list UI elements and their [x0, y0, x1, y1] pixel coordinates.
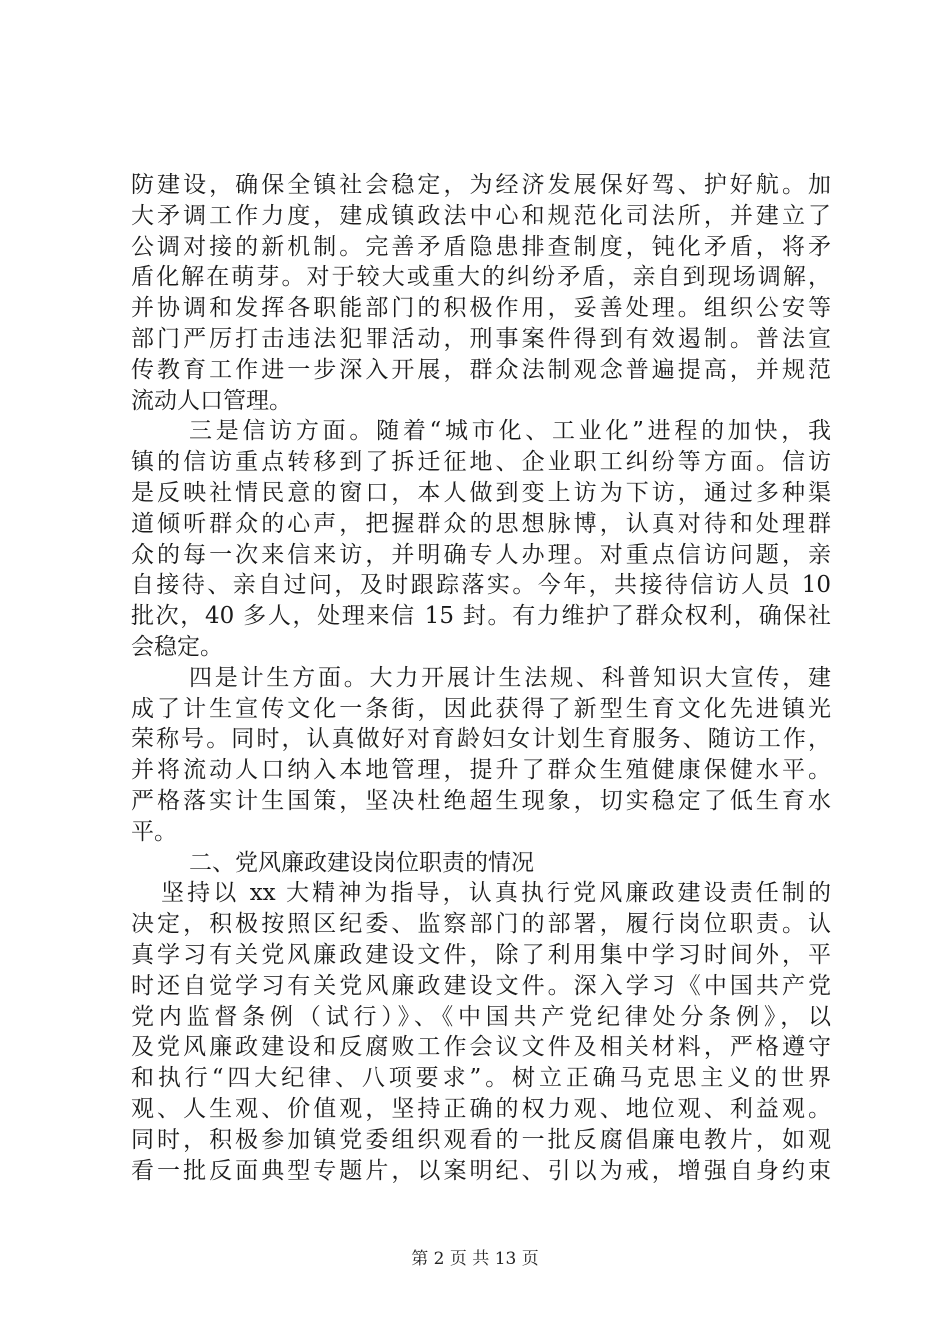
paragraph-start-line: 坚持以 xx 大精神为指导，认真执行党风廉政建设责任制的 — [161, 880, 831, 907]
text-line: 党内监督条例（试行）》、《中国共产党纪律处分条例》，以 — [131, 1003, 831, 1030]
text-line: 时还自觉学习有关党风廉政建设文件。深入学习《中国共产党 — [131, 972, 831, 999]
text-line: 并将流动人口纳入本地管理，提升了群众生殖健康保健水平。 — [131, 757, 831, 784]
text-line: 平。 — [131, 818, 177, 845]
text-line: 镇的信访重点转移到了拆迁征地、企业职工纠纷等方面。信访 — [131, 449, 831, 476]
text-line: 大矛调工作力度，建成镇政法中心和规范化司法所，并建立了 — [131, 202, 831, 229]
text-line: 观、人生观、价值观，坚持正确的权力观、地位观、利益观。 — [131, 1095, 831, 1122]
page-number-footer: 第 2 页 共 13 页 — [411, 1249, 539, 1269]
document-body — [131, 170, 831, 1186]
text-line: 荣称号。同时，认真做好对育龄妇女计划生育服务、随访工作， — [131, 726, 831, 753]
text-line: 防建设，确保全镇社会稳定，为经济发展保好驾、护好航。加 — [131, 172, 831, 198]
text-line: 和执行“四大纪律、八项要求”。树立正确马克思主义的世界 — [131, 1065, 831, 1092]
text-line: 是反映社情民意的窗口，本人做到变上访为下访，通过多种渠 — [131, 479, 831, 506]
text-line: 众的每一次来信来访，并明确专人办理。对重点信访问题，亲 — [131, 541, 831, 568]
text-line: 并协调和发挥各职能部门的积极作用，妥善处理。组织公安等 — [131, 295, 831, 322]
text-line: 盾化解在萌芽。对于较大或重大的纠纷矛盾，亲自到现场调解， — [131, 264, 831, 291]
text-line: 部门严厉打击违法犯罪活动，刑事案件得到有效遏制。普法宣 — [131, 325, 831, 352]
text-line: 看一批反面典型专题片，以案明纪、引以为戒，增强自身约束 — [131, 1157, 831, 1184]
text-line: 流动人口管理。 — [131, 387, 292, 414]
text-line: 批次，40 多人，处理来信 15 封。有力维护了群众权利，确保社 — [131, 603, 831, 630]
paragraph-start-line: 四是计生方面。大力开展计生法规、科普知识大宣传，建 — [189, 664, 831, 691]
text-line: 成了计生宣传文化一条街，因此获得了新型生育文化先进镇光 — [131, 695, 831, 722]
paragraph-start-line: 三是信访方面。随着“城市化、工业化”进程的加快，我 — [189, 418, 831, 445]
text-line: 真学习有关党风廉政建设文件，除了利用集中学习时间外，平 — [131, 941, 831, 968]
text-line: 严格落实计生国策，坚决杜绝超生现象，切实稳定了低生育水 — [131, 787, 831, 814]
text-line: 同时，积极参加镇党委组织观看的一批反腐倡廉电教片，如观 — [131, 1126, 831, 1153]
text-line: 及党风廉政建设和反腐败工作会议文件及相关材料，严格遵守 — [131, 1034, 831, 1061]
text-line: 传教育工作进一步深入开展，群众法制观念普遍提高，并规范 — [131, 356, 831, 383]
text-line: 自接待、亲自过问，及时跟踪落实。今年，共接待信访人员 10 — [131, 572, 831, 599]
section-heading: 二、党风廉政建设岗位职责的情况 — [189, 849, 534, 876]
text-line: 决定，积极按照区纪委、监察部门的部署，履行岗位职责。认 — [131, 911, 831, 938]
text-line: 公调对接的新机制。完善矛盾隐患排查制度，钝化矛盾，将矛 — [131, 233, 831, 260]
text-line: 会稳定。 — [131, 633, 223, 660]
text-line: 道倾听群众的心声，把握群众的思想脉博，认真对待和处理群 — [131, 510, 831, 537]
